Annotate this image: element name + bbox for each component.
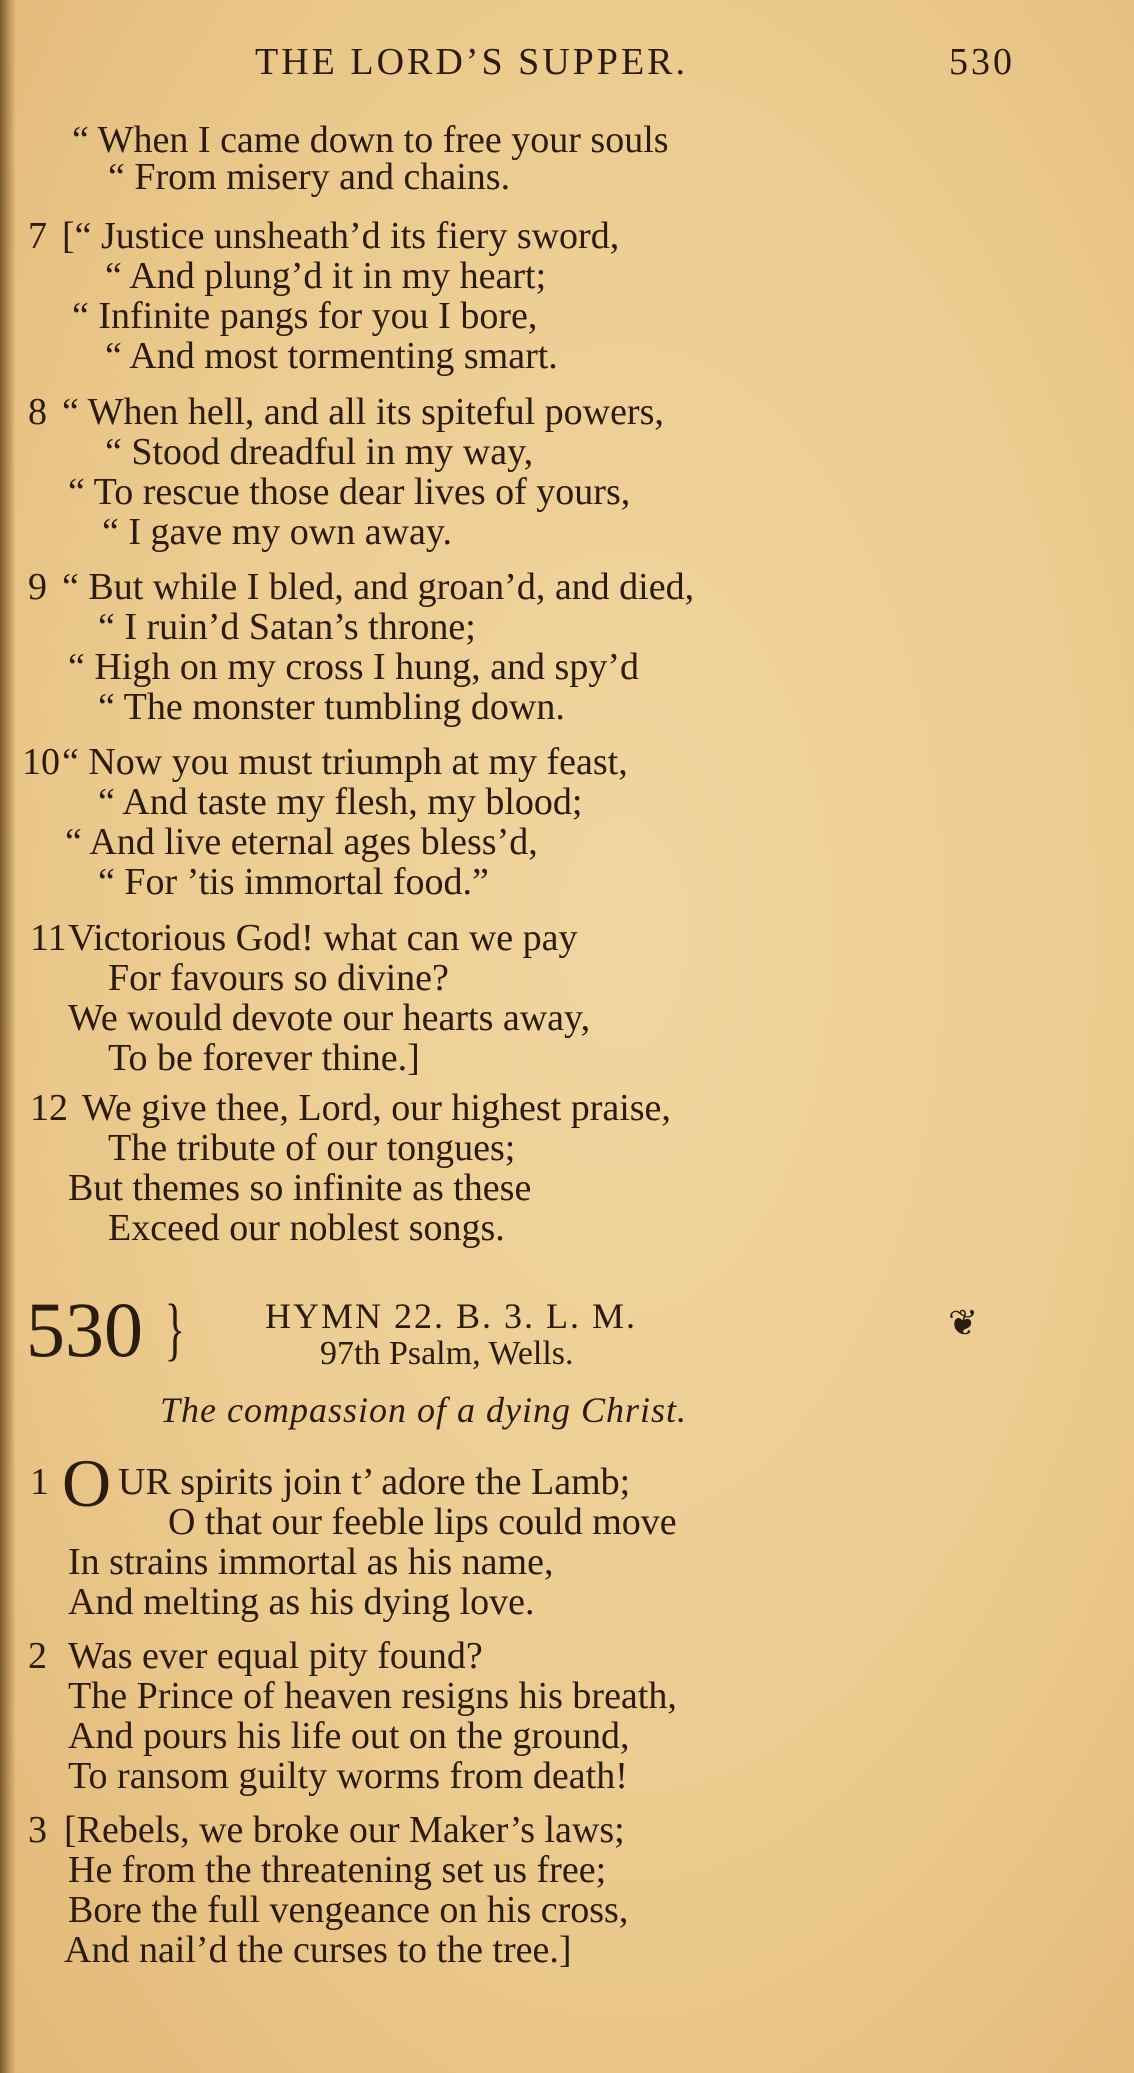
verse-line: To be forever thine.] <box>108 1037 420 1079</box>
verse-line: O that our feeble lips could move <box>168 1501 677 1543</box>
book-spine-shadow <box>0 0 16 2073</box>
verse-number: 2 <box>28 1635 47 1677</box>
verse-line: “ Infinite pangs for you I bore, <box>72 295 538 337</box>
verse-line: [Rebels, we broke our Maker’s laws; <box>64 1809 625 1851</box>
verse-line: [“ Justice unsheath’d its fiery sword, <box>62 215 620 257</box>
verse-line: “ And plung’d it in my heart; <box>105 255 547 297</box>
hymn-meta: HYMN 22. B. 3. L. M. <box>265 1296 638 1336</box>
verse-line: We give thee, Lord, our highest praise, <box>82 1087 671 1129</box>
verse-number: 10 <box>22 741 60 783</box>
verse-line: “ When hell, and all its spiteful powers, <box>62 391 664 433</box>
verse-line: And nail’d the curses to the tree.] <box>64 1929 572 1971</box>
page-number: 530 <box>949 41 1015 83</box>
hymn-tune: 97th Psalm, Wells. <box>320 1335 574 1372</box>
drop-cap: O <box>62 1445 112 1521</box>
hymn-number: 530 <box>26 1286 143 1373</box>
verse-number: 1 <box>30 1461 49 1503</box>
running-title: THE LORD’S SUPPER. <box>255 41 688 83</box>
verse-line: “ I ruin’d Satan’s throne; <box>98 606 476 648</box>
verse-line: “ I gave my own away. <box>102 511 452 553</box>
brace: } <box>164 1291 185 1368</box>
verse-line: Victorious God! what can we pay <box>68 917 578 959</box>
verse-line: “ High on my cross I hung, and spy’d <box>68 646 639 688</box>
verse-line: “ To rescue those dear lives of yours, <box>68 471 631 513</box>
verse-line: Exceed our noblest songs. <box>108 1207 505 1249</box>
hymn-subtitle: The compassion of a dying Christ. <box>160 1390 688 1430</box>
verse-line: And pours his life out on the ground, <box>68 1715 630 1757</box>
verse-line: For favours so divine? <box>108 957 449 999</box>
verse-line: “ For ’tis immortal food.” <box>98 861 489 903</box>
verse-line: “ And taste my flesh, my blood; <box>98 781 583 823</box>
verse-line: “ When I came down to free your souls <box>72 119 669 161</box>
verse-line: “ From misery and chains. <box>108 156 511 198</box>
verse-line: We would devote our hearts away, <box>68 997 591 1039</box>
verse-line: Was ever equal pity found? <box>68 1635 483 1677</box>
verse-line: But themes so infinite as these <box>68 1167 532 1209</box>
verse-line: “ Now you must triumph at my feast, <box>62 741 628 783</box>
verse-number: 3 <box>28 1809 47 1851</box>
verse-number: 11 <box>30 917 67 959</box>
verse-line: And melting as his dying love. <box>68 1581 535 1623</box>
running-header <box>255 40 1015 90</box>
verse-line: “ And live eternal ages bless’d, <box>65 821 538 863</box>
verse-line: “ Stood dreadful in my way, <box>105 431 534 473</box>
verse-line: The Prince of heaven resigns his breath, <box>68 1675 677 1717</box>
verse-line: To ransom guilty worms from death! <box>68 1755 628 1797</box>
verse-line: Bore the full vengeance on his cross, <box>68 1889 629 1931</box>
verse-line: He from the threatening set us free; <box>68 1849 607 1891</box>
verse-number: 12 <box>30 1087 68 1129</box>
ornament-icon: ❦ <box>948 1303 979 1343</box>
verse-line: “ But while I bled, and groan’d, and died, <box>62 566 695 608</box>
verse-number: 8 <box>28 391 47 433</box>
verse-line: UR spirits join t’ adore the Lamb; <box>118 1461 631 1503</box>
verse-line: In strains immortal as his name, <box>68 1541 554 1583</box>
verse-number: 9 <box>28 566 47 608</box>
verse-line: “ And most tormenting smart. <box>105 335 558 377</box>
verse-line: The tribute of our tongues; <box>108 1127 516 1169</box>
verse-line: “ The monster tumbling down. <box>98 686 565 728</box>
verse-number: 7 <box>28 215 47 257</box>
